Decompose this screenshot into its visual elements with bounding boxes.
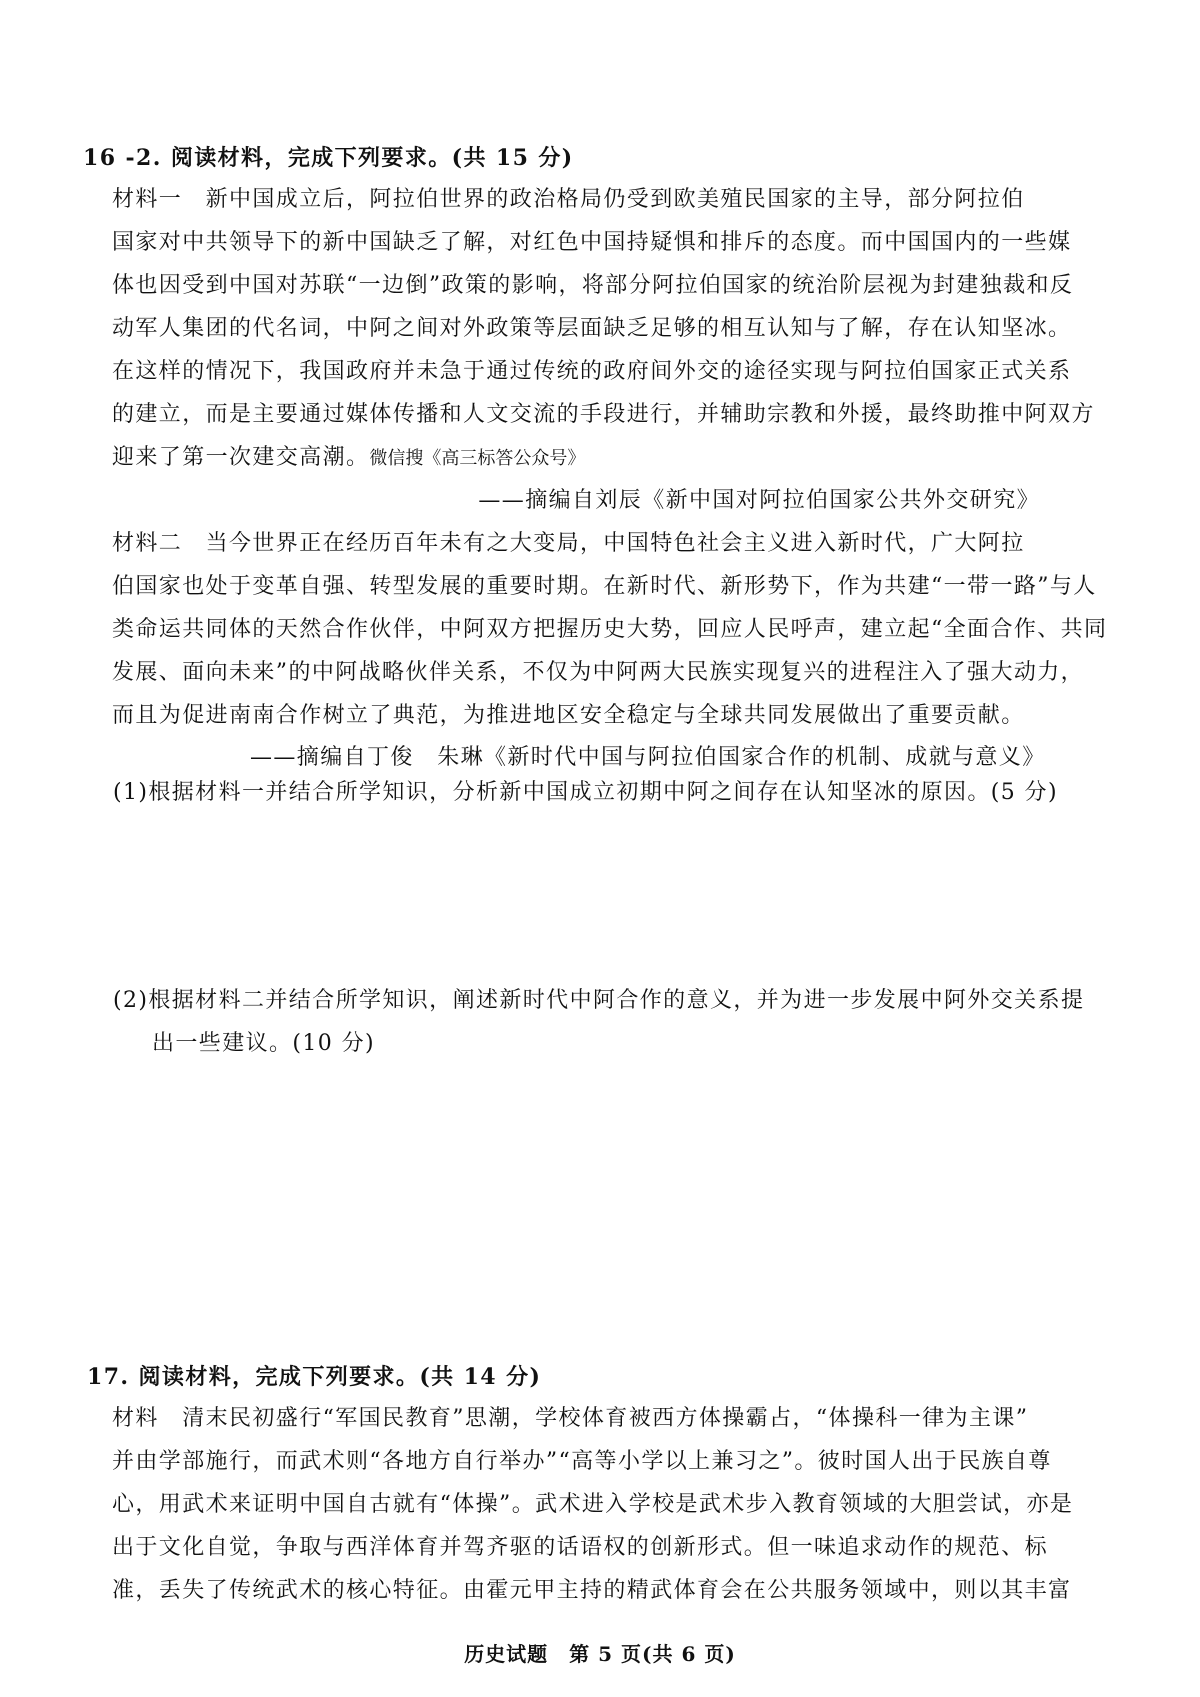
q16-material1-line: 体也因受到中国对苏联“一边倒”政策的影响，将部分阿拉伯国家的统治阶层视为封建独裁和反 bbox=[112, 273, 1074, 298]
q16-material2-line: 伯国家也处于变革自强、转型发展的重要时期。在新时代、新形势下，作为共建“一带一路”与人 bbox=[112, 574, 1097, 599]
q17-material-line: 出于文化自觉，争取与西洋体育并驾齐驱的话语权的创新形式。但一味追求动作的规范、标 bbox=[112, 1535, 1049, 1560]
q16-material1-line: 材料一 新中国成立后，阿拉伯世界的政治格局仍受到欧美殖民国家的主导，部分阿拉伯 bbox=[112, 187, 1025, 212]
q16-question-2-cont: 出一些建议。(10 分) bbox=[152, 1031, 375, 1056]
q16-question-1: (1)根据材料一并结合所学知识，分析新中国成立初期中阿之间存在认知坚冰的原因。(5 分) bbox=[113, 780, 1058, 805]
q16-material1-line bbox=[112, 443, 585, 474]
q16-question-2: (2)根据材料二并结合所学知识，阐述新时代中阿合作的意义，并为进一步发展中阿外交关系提 bbox=[113, 988, 1085, 1013]
watermark-note: 微信搜《高三标答公众号》 bbox=[369, 448, 586, 469]
q16-material2-line: 材料二 当今世界正在经历百年未有之大变局，中国特色社会主义进入新时代，广大阿拉 bbox=[112, 531, 1025, 556]
q16-material1-line: 动军人集团的代名词，中阿之间对外政策等层面缺乏足够的相互认知与了解，存在认知坚冰。 bbox=[112, 316, 1072, 341]
q16-material1-line: 的建立，而是主要通过媒体传播和人文交流的手段进行，并辅助宗教和外援，最终助推中阿双方 bbox=[112, 402, 1095, 427]
q17-material-line: 材料 清末民初盛行“军国民教育”思潮，学校体育被西方体操霸占，“体操科一律为主课” bbox=[112, 1406, 1029, 1431]
q17-heading: 17. 阅读材料，完成下列要求。(共 14 分) bbox=[87, 1364, 542, 1390]
q16-material1-source: ——摘编自刘辰《新中国对阿拉伯国家公共外交研究》 bbox=[478, 488, 1040, 513]
q16-heading: 16 -2. 阅读材料，完成下列要求。(共 15 分) bbox=[83, 145, 574, 171]
q16-material2-source: ——摘编自丁俊 朱琳《新时代中国与阿拉伯国家合作的机制、成就与意义》 bbox=[250, 745, 1046, 770]
page-footer: 历史试题 第 5 页(共 6 页) bbox=[464, 1642, 736, 1666]
q17-material-line: 并由学部施行，而武术则“各地方自行举办”“高等小学以上兼习之”。彼时国人出于民族自尊 bbox=[112, 1449, 1052, 1474]
q16-material2-line: 发展、面向未来”的中阿战略伙伴关系，不仅为中阿两大民族实现复兴的进程注入了强大动力， bbox=[112, 660, 1085, 685]
q17-material-line: 准，丢失了传统武术的核心特征。由霍元甲主持的精武体育会在公共服务领域中，则以其丰富 bbox=[112, 1578, 1072, 1603]
q16-material1-line: 国家对中共领导下的新中国缺乏了解，对红色中国持疑惧和排斥的态度。而中国国内的一些媒 bbox=[112, 230, 1072, 255]
q17-material-line: 心，用武术来证明中国自古就有“体操”。武术进入学校是武术步入教育领域的大胆尝试，亦是 bbox=[112, 1492, 1074, 1517]
q16-material2-line: 而且为促进南南合作树立了典范，为推进地区安全稳定与全球共同发展做出了重要贡献。 bbox=[112, 703, 1025, 728]
q16-material2-line: 类命运共同体的天然合作伙伴，中阿双方把握历史大势，回应人民呼声，建立起“全面合作、共同 bbox=[112, 617, 1108, 642]
q16-material1-line: 在这样的情况下，我国政府并未急于通过传统的政府间外交的途径实现与阿拉伯国家正式关系 bbox=[112, 359, 1072, 384]
q16-material1-last: 迎来了第一次建交高潮。 bbox=[112, 445, 370, 470]
